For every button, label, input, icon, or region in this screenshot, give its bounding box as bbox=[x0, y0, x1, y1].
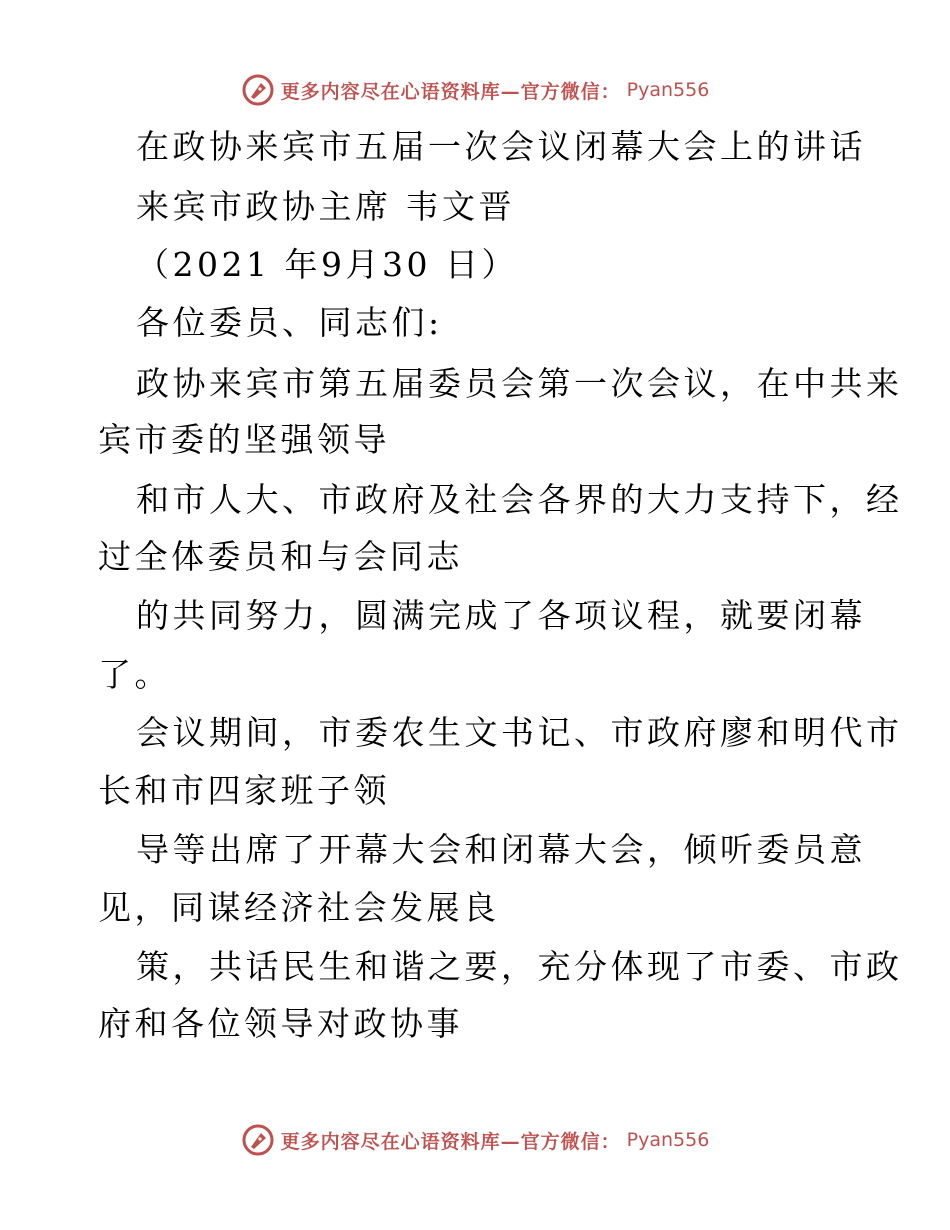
paragraph-line: 会议期间，市委农生文书记、市政府廖和明代市 bbox=[136, 713, 903, 752]
paragraph-line: 和市人大、市政府及社会各界的大力支持下，经 bbox=[136, 480, 903, 519]
paragraph-line: 见，同谋经济社会发展良 bbox=[98, 888, 500, 927]
paragraph-line: 了。 bbox=[98, 655, 171, 694]
footer-banner bbox=[0, 1120, 950, 1160]
speech-title: 在政协来宾市五届一次会议闭幕大会上的讲话 bbox=[136, 127, 866, 166]
pen-nib-circle-icon bbox=[241, 1123, 275, 1157]
paragraph-line: 府和各位领导对政协事 bbox=[98, 1004, 463, 1043]
header-banner bbox=[0, 70, 950, 110]
paragraph-line: 过全体委员和与会同志 bbox=[98, 537, 463, 576]
paragraph-line: 长和市四家班子领 bbox=[98, 771, 390, 810]
paragraph-line: 宾市委的坚强领导 bbox=[98, 420, 390, 459]
paragraph-line: 的共同努力，圆满完成了各项议程，就要闭幕 bbox=[136, 596, 866, 635]
pen-nib-circle-icon bbox=[241, 73, 275, 107]
banner-text: 更多内容尽在心语资料库—官方微信： bbox=[280, 1130, 621, 1153]
speaker-line: 来宾市政协主席 韦文晋 bbox=[136, 187, 515, 226]
salutation: 各位委员、同志们: bbox=[136, 303, 443, 342]
paragraph-line: 策，共话民生和谐之要，充分体现了市委、市政 bbox=[136, 947, 903, 986]
banner-wechat-id: Pyan556 bbox=[626, 79, 710, 101]
banner-text: 更多内容尽在心语资料库—官方微信： bbox=[280, 80, 621, 103]
date-line: （2021 年9月30 日） bbox=[136, 245, 518, 284]
paragraph-line: 导等出席了开幕大会和闭幕大会，倾听委员意 bbox=[136, 830, 866, 869]
paragraph-line: 政协来宾市第五届委员会第一次会议，在中共来 bbox=[136, 364, 903, 403]
banner-wechat-id: Pyan556 bbox=[626, 1129, 710, 1151]
